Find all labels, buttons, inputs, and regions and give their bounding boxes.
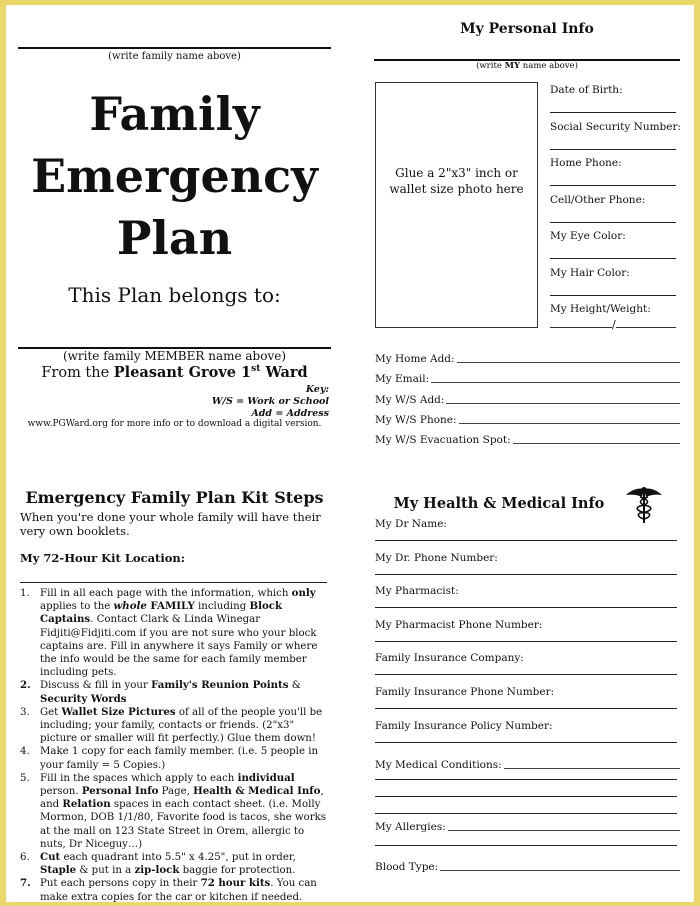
kit-step-text: including: [194, 601, 250, 613]
title-family: Family: [89, 87, 260, 141]
personal-field-line[interactable]: [550, 185, 676, 186]
kit-step-text: Get: [40, 706, 62, 718]
address-field[interactable]: [375, 426, 680, 446]
kit-step: [20, 877, 330, 903]
personal-field: [550, 84, 680, 121]
health-field-line[interactable]: [375, 574, 677, 575]
kit-step-text: Page,: [158, 786, 194, 798]
personal-field: [550, 303, 680, 340]
health-field: [375, 686, 680, 720]
personal-field-line[interactable]: [550, 295, 676, 296]
title-plan: Plan: [116, 211, 233, 265]
height-weight-lines[interactable]: [550, 318, 678, 331]
health-fields: [375, 518, 680, 873]
kit-step-text: Discuss & fill in your: [40, 680, 152, 692]
kit-step: [20, 679, 330, 705]
health-field-label: Family Insurance Company:: [375, 652, 524, 665]
kit-step-text: only: [291, 587, 316, 599]
personal-field-label: My Eye Color:: [550, 230, 626, 242]
kit-step-text: person.: [40, 786, 82, 798]
address-field-line[interactable]: [459, 423, 680, 424]
kit-step: [20, 706, 330, 746]
blood-type-line[interactable]: [440, 870, 680, 871]
personal-field-label: Cell/Other Phone:: [550, 193, 646, 206]
kit-step-text: & put in a: [76, 865, 135, 877]
family-name-line[interactable]: [18, 47, 331, 49]
kit-step-number: 1.: [20, 588, 30, 599]
key-legend: [18, 384, 329, 420]
kit-step-text: individual: [237, 771, 295, 784]
member-name-hint: (write family MEMBER name above): [62, 349, 287, 363]
address-field-label: My Home Add:: [375, 353, 455, 366]
kit-step-text: Staple: [40, 864, 77, 877]
hint-post: name above): [520, 61, 578, 71]
kit-step-text: Fill in the spaces which apply to each: [40, 772, 238, 784]
kit-step: [20, 587, 330, 679]
kit-step-text: , and: [40, 786, 324, 811]
medical-conditions-extra-line[interactable]: [375, 779, 677, 780]
kit-step-text: FAMILY: [146, 600, 195, 613]
kit-step: [20, 772, 330, 851]
medical-conditions-extra-line[interactable]: [375, 813, 677, 814]
kit-step-text: each quadrant into 5.5" x 4.25", put in order,: [60, 852, 296, 864]
kit-step-text: Block Captains: [40, 600, 283, 626]
kit-steps-list: [20, 587, 330, 904]
website-note: www.PGWard.org for more info or to download a digital version.: [27, 419, 322, 429]
health-field-label: My Dr. Phone Number:: [375, 551, 498, 564]
from-prefix: From the: [41, 365, 114, 381]
kit-step-text: 72 hour kits: [200, 877, 271, 890]
kit-step-text: . You can make extra copies for the car or kitchen if needed.: [40, 878, 317, 903]
health-field-line[interactable]: [375, 708, 677, 709]
kit-step-text: Fill in all each page with the information, which: [40, 588, 292, 599]
health-field-label: My Dr Name:: [375, 518, 447, 530]
personal-field-label: My Hair Color:: [550, 266, 630, 279]
health-field: [375, 619, 680, 653]
health-field: [375, 518, 680, 552]
blood-type-row[interactable]: [375, 861, 680, 873]
allergies-label: My Allergies:: [375, 821, 446, 834]
personal-side-fields: [550, 84, 680, 340]
family-name-hint: (write family name above): [108, 51, 241, 62]
kit-step-text: . Contact Clark & Linda Winegar Fidjiti@Fidjiti.com if you are not sure who your block captains are. Fill in anywhere it says Family or where the info would be the same for each family member including pets.: [40, 614, 318, 679]
health-field-line[interactable]: [375, 641, 677, 642]
address-field-label: My W/S Add:: [375, 393, 445, 406]
kit-step-text: spaces in each contact sheet. (i.e. Molly Mormon, DOB 1/1/80, Favorite food is tacos, she works at the mall on 123 State Street in Orem, allergic to nuts, Dr Niceguy…): [40, 799, 327, 850]
kit-step-text: Wallet Size Pictures: [61, 705, 176, 718]
personal-field-label: My Height/Weight:: [550, 303, 651, 315]
kit-step-text: zip-lock: [134, 864, 180, 877]
kit-step: [20, 851, 330, 877]
personal-field-line[interactable]: [550, 112, 676, 113]
health-field-label: My Pharmacist Phone Number:: [375, 618, 543, 631]
kit-step-number: 2.: [20, 679, 31, 692]
health-field-label: Family Insurance Phone Number:: [375, 685, 555, 698]
blood-type-label: Blood Type:: [375, 861, 439, 874]
health-field-line[interactable]: [375, 674, 677, 675]
address-field-line[interactable]: [431, 382, 680, 383]
kit-step-number: 3.: [20, 706, 30, 718]
ward-sup: st: [251, 364, 261, 375]
belongs-to-label: This Plan belongs to:: [68, 283, 281, 307]
kit-step-text: applies to the: [40, 601, 114, 613]
medical-conditions-row[interactable]: [375, 759, 680, 771]
kit-step-text: Make 1 copy for each family member. (i.e. 5 people in your family = 5 Copies.): [40, 746, 319, 771]
personal-info-heading: My Personal Info: [460, 21, 594, 37]
hint-bold: MY: [504, 61, 521, 71]
allergies-extra-line[interactable]: [375, 845, 677, 846]
kit-step-text: &: [288, 680, 301, 692]
kit-step-number: 4.: [20, 746, 30, 758]
photo-instruction: Glue a 2"x3" inch or wallet size photo here: [389, 166, 524, 196]
address-field[interactable]: [375, 385, 680, 405]
kit-intro: When you're done your whole family will have their very own booklets.: [20, 510, 321, 538]
personal-field: [550, 121, 680, 158]
medical-conditions-field: [375, 759, 680, 821]
health-field: [375, 585, 680, 619]
key-label: Key:: [305, 384, 329, 395]
photo-box[interactable]: [375, 82, 538, 328]
medical-conditions-line[interactable]: [504, 768, 680, 769]
health-field: [375, 652, 680, 686]
kit-step-number: 5.: [20, 772, 30, 784]
medical-conditions-extra-line[interactable]: [375, 796, 677, 797]
kit-step-text: Health & Medical Info: [193, 785, 321, 798]
health-field: [375, 720, 680, 754]
address-field[interactable]: [375, 406, 680, 426]
address-field-line[interactable]: [457, 362, 680, 363]
kit-location-line[interactable]: [20, 582, 327, 583]
kit-step-number: 7.: [20, 877, 31, 890]
health-field-line[interactable]: [375, 742, 677, 743]
kit-step-text: Personal Info: [81, 785, 159, 798]
address-field-line[interactable]: [513, 443, 680, 444]
kit-location-label: My 72-Hour Kit Location:: [20, 551, 185, 565]
personal-field-label: Social Security Number:: [550, 120, 682, 133]
personal-field-line[interactable]: [550, 258, 676, 259]
allergies-field: [375, 821, 680, 861]
health-field-label: Family Insurance Policy Number:: [375, 719, 553, 732]
health-field: [375, 552, 680, 586]
kit-step: [20, 745, 330, 771]
ward-suffix: Ward: [260, 364, 308, 381]
personal-field-label: Date of Birth:: [550, 84, 623, 96]
personal-field: [550, 230, 680, 267]
kit-step-text: Family's Reunion Points: [151, 679, 289, 692]
address-field-label: My W/S Phone:: [375, 413, 457, 426]
personal-field: [550, 194, 680, 231]
kit-step-text: whole: [113, 600, 147, 613]
health-field-line[interactable]: [375, 607, 677, 608]
address-field-line[interactable]: [446, 403, 680, 404]
allergies-line[interactable]: [448, 830, 680, 831]
kit-step-number: 6.: [20, 852, 30, 864]
emergency-plan-page: [6, 5, 694, 902]
personal-field-label: Home Phone:: [550, 157, 622, 169]
address-field-label: My W/S Evacuation Spot:: [375, 433, 511, 446]
title-emergency: Emergency: [31, 149, 318, 203]
address-field[interactable]: [375, 345, 680, 365]
my-name-hint: [374, 61, 680, 71]
health-field-line[interactable]: [375, 540, 677, 541]
kit-step-text: Security Words: [40, 692, 127, 705]
kit-step-text: Cut: [40, 851, 61, 864]
kit-step-text: of all of the people you'll be including; your family, contacts or friends. (2"x3" picture or smaller will fit perfectly.) Glue them down!: [40, 706, 323, 745]
kit-step-text: Relation: [62, 798, 111, 811]
personal-address-fields: [375, 345, 680, 446]
personal-field-line[interactable]: [550, 222, 676, 223]
height-line[interactable]: [550, 318, 612, 328]
height-weight-slash: /: [612, 318, 616, 331]
medical-conditions-label: My Medical Conditions:: [375, 759, 502, 772]
health-field-label: My Pharmacist:: [375, 585, 459, 598]
health-heading: My Health & Medical Info: [393, 495, 605, 512]
personal-field: [550, 267, 680, 304]
kit-step-text: baggie for protection.: [179, 865, 296, 877]
personal-field: [550, 157, 680, 194]
kit-step-text: Put each persons copy in their: [40, 878, 201, 890]
ward-line: [18, 364, 331, 381]
key-ws: W/S = Work or School: [211, 396, 329, 407]
address-field-label: My Email:: [375, 373, 430, 386]
hint-pre: (write: [476, 61, 505, 71]
weight-line[interactable]: [616, 318, 676, 328]
ward-name: Pleasant Grove 1: [113, 364, 252, 381]
personal-field-line[interactable]: [550, 149, 676, 150]
kit-steps-heading: Emergency Family Plan Kit Steps: [25, 488, 324, 507]
key-add: Add = Address: [251, 408, 329, 419]
address-field[interactable]: [375, 365, 680, 385]
allergies-row[interactable]: [375, 821, 680, 833]
